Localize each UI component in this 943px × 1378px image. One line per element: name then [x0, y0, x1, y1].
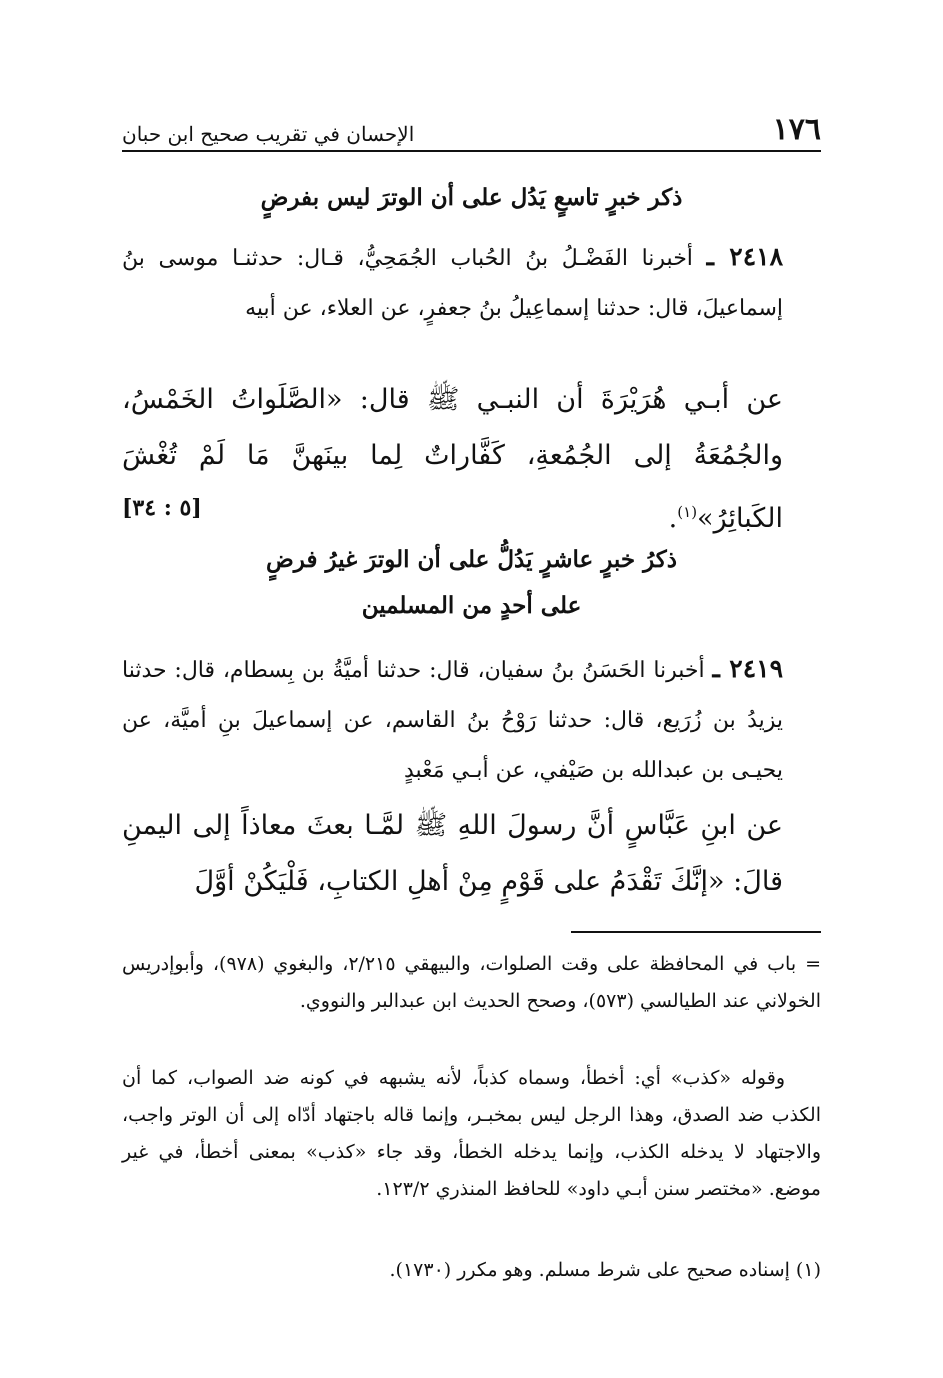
header-rule [122, 150, 821, 152]
running-header [122, 104, 821, 150]
hadith-2418-isnad [122, 232, 783, 334]
footnote-marker: (١) [677, 503, 698, 521]
section-heading-tenth-line1: ذكرُ خبرٍ عاشرٍ يَدُلُّ على أن الوترَ غيرُ فرضٍ [266, 546, 677, 573]
matn-text: عن أبـي هُرَيْرَةَ أن النبـي ﷺ قال: «الصَّلَواتُ الخَمْسُ، والجُمُعَةُ إلى الجُمُعةِ، كَفَّاراتٌ لِما بينَهنَّ مَا لَمْ تُغْشَ الكَبائِرُ» [122, 384, 783, 534]
footnote-paragraph: وقوله «كذب» أي: أخطأ، وسماه كذباً، لأنه يشبهه في كونه ضد الصواب، كما أن الكذب ضد الصدق، وهذا الرجل ليس بمخبـر، وإنما قاله باجتهاد أدّاه إلى أن الوتر واجب، والاجتهاد لا يدخله الكذب، وإنما يدخله الخطأ، وقد جاء «كذب» بمعنى أخطأ، في غير موضع. «مختصر سنن أبـي داود» للحافظ المنذري ١٢٣/٢. [122, 1067, 821, 1200]
hadith-2419-isnad [122, 644, 783, 796]
footnote-1: (١) إسناده صحيح على شرط مسلم. وهو مكرر (١٧٣٠). [389, 1259, 821, 1281]
footnote-rule [571, 931, 821, 933]
running-title: الإحسان في تقريب صحيح ابن حبان [122, 122, 415, 146]
hadith-number: ٢٤١٨ ـ [706, 242, 783, 271]
isnad-text: أخبرنا الفَضْـلُ بنُ الحُباب الجُمَحِيُّ، قـال: حدثنـا موسى بنُ إسماعيلَ، قال: حدثنا إسماعِيلُ بنُ جعفرٍ، عن العلاء، عن أبيه [122, 246, 783, 321]
page-number: ١٧٦ [772, 112, 821, 147]
hadith-2419-matn: عن ابنِ عَبَّاسٍ أنَّ رسولَ اللهِ ﷺ لمَّـا بعثَ معاذاً إلى اليمنِ قالَ: «إنَّكَ تَقْدَمُ على قَوْمٍ مِنْ أهلِ الكتابِ، فَلْيَكُنْ أوَّلَ [122, 810, 783, 897]
isnad-text: أخبرنا الحَسَنُ بنُ سفيان، قال: حدثنا أميَّةُ بن بِسطام، قال: حدثنا يزيدُ بن زُرَيع، قال: حدثنا رَوْحُ بنُ القاسم، عن إسماعيلَ بنِ أميَّة، عن يحيـى بن عبدالله بن صَيْفي، عن أبـي مَعْبدٍ [122, 658, 783, 783]
section-heading-tenth-line2: على أحدٍ من المسلمين [361, 592, 582, 619]
section-heading-ninth: ذكر خبرٍ تاسعٍ يَدُل على أن الوترَ ليس بفرضٍ [260, 184, 683, 211]
footnote-continuation: = باب في المحافظة على وقت الصلوات، والبيهقي ٢/٢١٥، والبغوي (٩٧٨)، وأبوإدريس الخولاني عند الطيالسي (٥٧٣)، وصحح الحديث ابن عبدالبر والنووي. [122, 953, 821, 1012]
matn-end: . [668, 503, 678, 534]
hadith-number: ٢٤١٩ ـ [712, 654, 784, 683]
hadith-reference: [٥ : ٣٤] [122, 495, 202, 521]
